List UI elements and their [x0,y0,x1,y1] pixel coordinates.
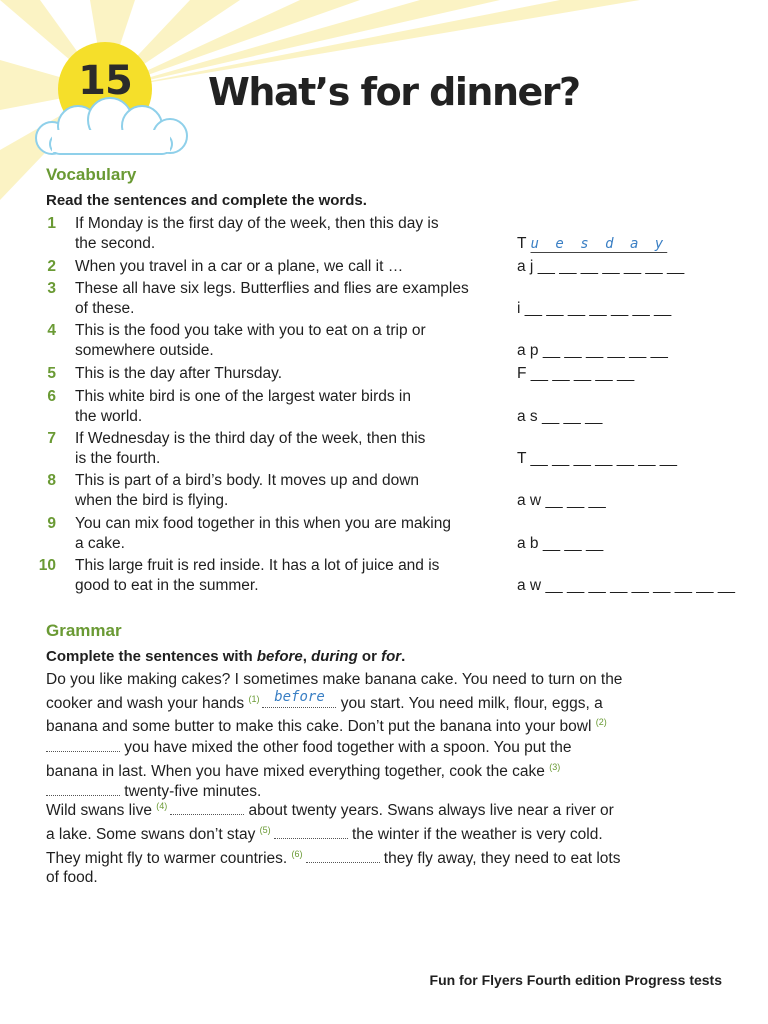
blank-letters[interactable]: __ __ __ __ __ __ __ [530,449,678,467]
blank-letters[interactable]: __ __ __ __ __ __ __ __ __ [545,576,736,594]
blank-letters[interactable]: __ __ __ __ __ __ [542,341,668,359]
answer-blanks [517,491,606,511]
option-before: before [256,648,303,665]
gap-3[interactable] [46,781,120,796]
gap-6[interactable] [306,848,380,863]
item-number: 10 [38,557,56,574]
gap-number: (1) [248,693,260,704]
answer-blanks [517,449,677,469]
answer-blanks [517,407,602,427]
item-text: is the fourth. [75,449,161,467]
footer-text: Fun for Flyers Fourth edition Progress tests [429,972,722,988]
grammar-instruction: Complete the sentences with before, during or for. [46,648,406,665]
gap-number: (2) [595,717,607,728]
blank-letters[interactable]: __ __ __ [542,407,603,425]
item-text: when the bird is flying. [75,491,229,509]
item-number: 9 [47,515,56,532]
grammar-paragraph-1: Do you like making cakes? I sometimes make banana cake. You need to turn on the cooker and wash your hands $^{(1)}$ before you start. You need milk, flour, eggs, a banana and some butter to make this cake. Don’t put the banana into your bowl $^{(2)}$ you have mixed the other food together with a spoon. You put the banana in last. When you have mixed everything together, cook the cake $^{(3)}$ twenty-five minutes. [46,671,623,801]
item-number: 2 [47,258,56,275]
item-text: the world. [75,407,143,425]
item-text: You can mix food together in this when you are making [75,515,451,532]
page-title: What’s for dinner? [208,70,580,114]
answer-prefix: a j [517,258,534,275]
vocabulary-instruction: Read the sentences and complete the words. [46,192,367,209]
item-text: This is the day after Thursday. [75,365,283,382]
answer-blanks [517,341,668,361]
answer-blanks [517,534,603,554]
blank-letters[interactable]: __ __ __ __ __ [530,365,635,382]
item-text: If Monday is the first day of the week, then this day is [75,215,439,232]
grammar-paragraph-2: Wild swans live $^{(4)}$ about twenty years. Swans always live near a river or a lake. Some swans don’t stay $^{(5)}$ the winter if the weather is very cold. They might fly to warmer countries. $^{(6)}$ they fly away, they need to eat lots of food. [46,801,621,887]
option-during: during [311,648,358,665]
answer-blanks [517,257,684,277]
gap-5[interactable] [274,824,348,839]
answer-prefix: a p [517,341,539,359]
blank-letters[interactable]: __ __ __ [542,534,604,552]
item-number: 7 [47,430,56,447]
answer-prefix: T [517,234,527,252]
item-number: 6 [47,388,56,405]
grammar-heading: Grammar [46,621,122,640]
item-text: the second. [75,234,156,252]
answer-blanks [517,299,671,319]
answer-prefix: a w [517,576,542,594]
answer-prefix: F [517,365,527,382]
answer-prefix: a w [517,491,542,509]
gap-number: (3) [549,761,561,772]
blank-letters[interactable]: __ __ __ __ __ __ __ [537,258,685,275]
item-text: This white bird is one of the largest water birds in [75,388,411,405]
handwritten-answer: u e s d a y [530,235,668,252]
item-text: If Wednesday is the third day of the week, then this [75,430,426,447]
gap-number: (4) [156,801,168,811]
item-text: When you travel in a car or a plane, we call it … [75,258,404,275]
answer-blanks [517,576,735,596]
gap-2[interactable] [46,737,120,752]
vocabulary-heading: Vocabulary [46,165,137,184]
item-text: of these. [75,299,135,317]
answer-prefix: T [517,449,527,467]
item-text: somewhere outside. [75,341,214,359]
item-text: This is the food you take with you to eat on a trip or [75,322,426,339]
blank-letters[interactable]: __ __ __ __ __ __ __ [524,299,672,317]
answer-prefix: i [517,299,521,317]
unit-number: 15 [78,58,132,104]
answer-prefix: a b [517,534,539,552]
gap-number: (5) [259,824,271,835]
item-number: 3 [47,280,56,297]
item-text: These all have six legs. Butterflies and flies are examples [75,280,469,297]
item-number: 8 [47,472,56,489]
item-text: a cake. [75,534,125,552]
gap-4[interactable] [170,800,244,815]
gap-number: (6) [291,848,303,859]
item-text: good to eat in the summer. [75,576,259,594]
cloud-icon [30,96,200,160]
blank-letters[interactable]: __ __ __ [545,491,606,509]
gap-1[interactable] [262,688,336,708]
option-for: for [381,648,402,665]
answer-example [517,234,667,255]
handwritten-answer: before [274,688,325,705]
item-number: 1 [47,215,56,232]
item-number: 4 [47,322,56,339]
item-text: This is part of a bird’s body. It moves up and down [75,472,420,489]
item-text: This large fruit is red inside. It has a lot of juice and is [75,557,440,574]
answer-prefix: a s [517,407,538,425]
answer-blanks [517,364,634,384]
item-number: 5 [47,365,56,382]
